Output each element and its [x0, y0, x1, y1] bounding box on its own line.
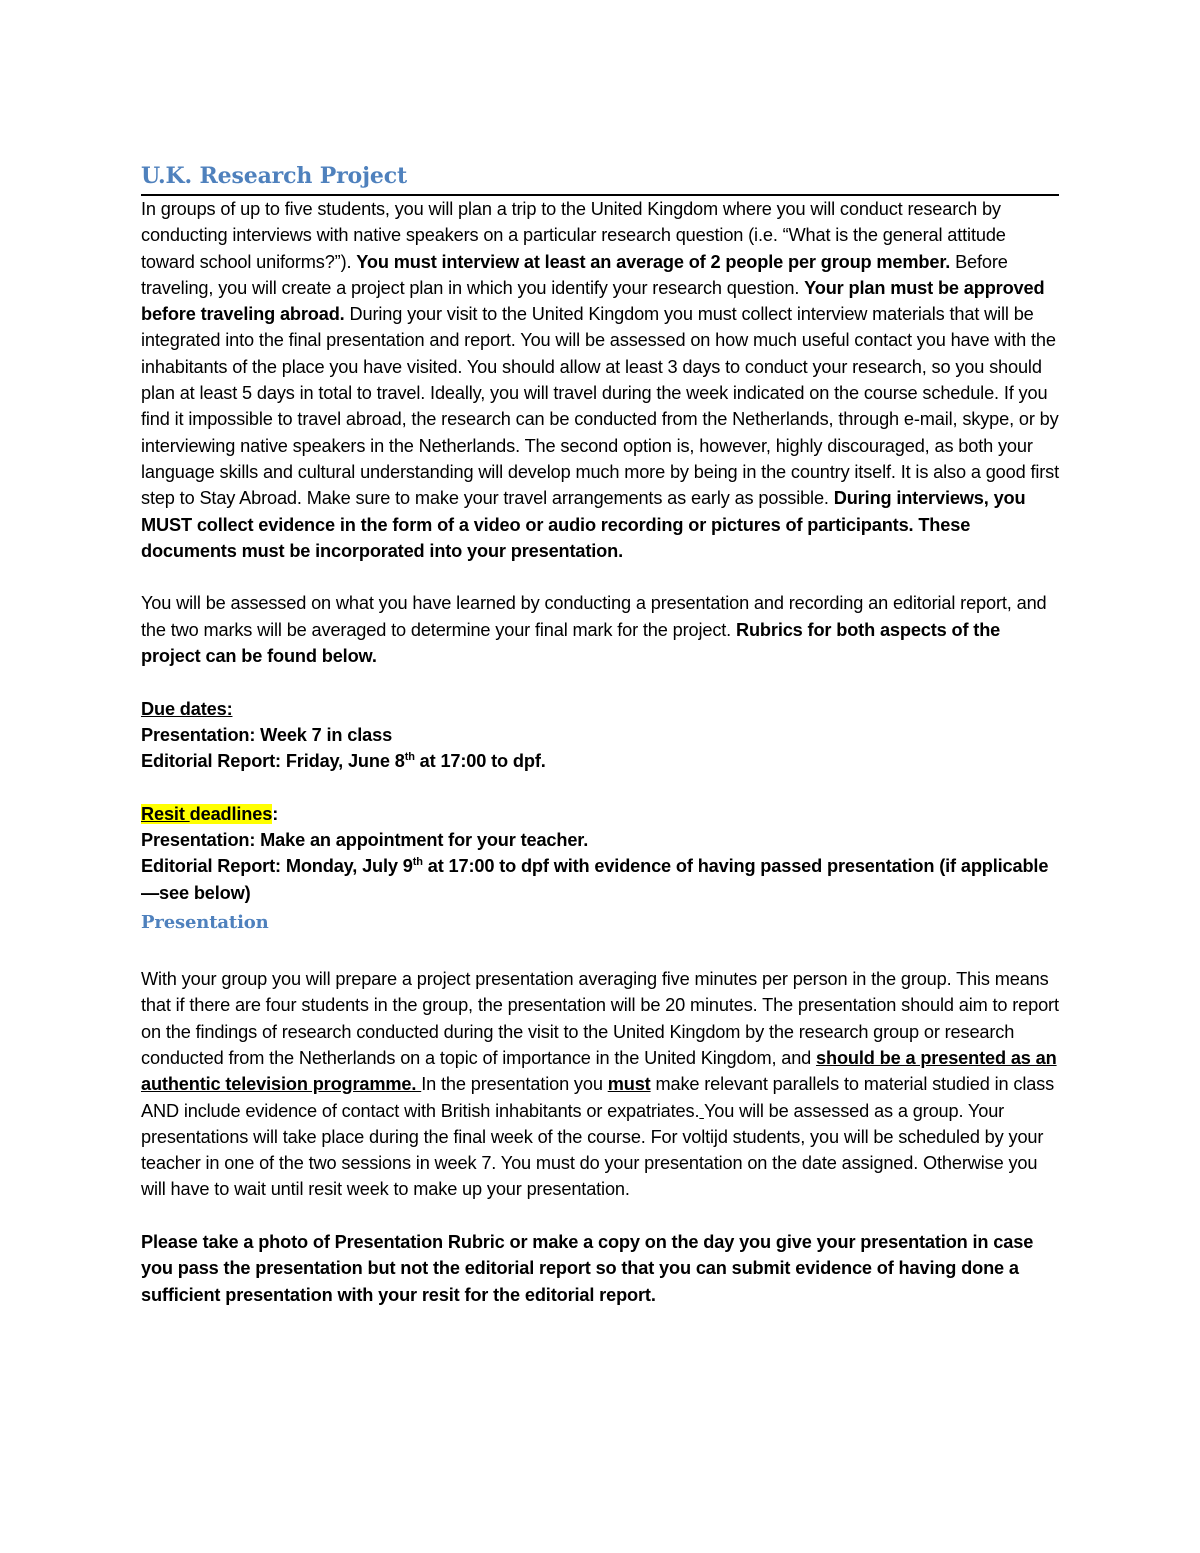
- due-report-pre: Editorial Report: Friday, June 8: [141, 751, 405, 772]
- intro-bold-2: Your plan must be approved before traveling abroad.: [141, 277, 1045, 325]
- intro-paragraph: [141, 196, 1059, 564]
- due-presentation: Presentation: Week 7 in class: [141, 724, 393, 745]
- due-dates-heading: Due dates:: [141, 698, 233, 719]
- document-page: [141, 160, 1059, 1308]
- presentation-text-3: make relevant parallels to material studied in class AND include evidence of contact with British inhabitants or expatriates.: [141, 1074, 1055, 1121]
- spacer: [141, 775, 1059, 801]
- due-report-sup: th: [404, 751, 415, 764]
- intro-text-1: In groups of up to five students, you will plan a trip to the United Kingdom where you will conduct research by conducting interviews with native speakers on a particular research question (i.e. “What is the general attitude toward school uniforms?”).: [141, 199, 1006, 272]
- spacer: [141, 564, 1059, 590]
- presentation-bold-underline-2: must: [607, 1074, 651, 1095]
- intro-bold-1: You must interview at least an average of 2 people per group member.: [356, 251, 951, 272]
- assessment-text: You will be assessed on what you have learned by conducting a presentation and recording an editorial report, and the two marks will be averaged to determine your final mark for the project.: [141, 593, 1047, 640]
- due-report-post: at 17:00 to dpf.: [414, 751, 546, 772]
- resit-heading-highlight: [141, 804, 272, 824]
- resit-report-sup: th: [412, 856, 423, 869]
- resit-heading-underlined: Resit: [141, 803, 190, 824]
- spacer: [141, 1203, 1059, 1229]
- intro-bold-3: During interviews, you MUST collect evidence in the form of a video or audio recording or pictures of participants. These documents must be incorporated into your presentation.: [141, 488, 1026, 561]
- intro-text-3: During your visit to the United Kingdom you must collect interview materials that will be integrated into the final presentation and report. You will be assessed on how much useful contact you have with the inhabitants of the place you have visited. You should allow at least 3 days to conduct your research, so you should plan at least 5 days in total to travel. Ideally, you will travel during the week indicated on the course schedule. If you find it impossible to travel abroad, the research can be conducted from the Netherlands, through e-mail, skype, or by interviewing native speakers in the Netherlands. The second option is, however, highly discouraged, as both your language skills and cultural understanding will develop much more by being in the country itself. It is also a good first step to Stay Abroad. Make sure to make your travel arrangements as early as possible.: [141, 304, 1060, 509]
- presentation-text-4: You will be assessed as a group. Your presentations will take place during the final week of the course. For voltijd students, you will be scheduled by your teacher in one of the two sessions in week 7. You must do your presentation on the date assigned. Otherwise you will have to wait until resit week to make up your presentation.: [141, 1100, 1044, 1200]
- presentation-bold-underline-1: should be a presented as an authentic television programme.: [141, 1047, 1057, 1095]
- presentation-text-1: With your group you will prepare a project presentation averaging five minutes per person in the group. This means that if there are four students in the group, the presentation will be 20 minutes. The presentation should aim to report on the findings of research conducted during the visit to the United Kingdom by the research group or research conducted from the Netherlands on a topic of importance in the United Kingdom, and: [141, 969, 1059, 1068]
- resit-report-pre: Editorial Report: Monday, July 9: [141, 856, 413, 877]
- resit-heading-colon: :: [272, 803, 279, 824]
- spacer: [141, 669, 1059, 695]
- resit-presentation: Presentation: Make an appointment for your teacher.: [141, 830, 589, 851]
- due-dates-block: [141, 696, 1059, 775]
- presentation-text-2: In the presentation you: [421, 1074, 608, 1095]
- photo-note: Please take a photo of Presentation Rubric or make a copy on the day you give your presentation in case you pass the presentation but not the editorial report so that you can submit evidence of having done a sufficient presentation with your resit for the editorial report.: [141, 1231, 1034, 1305]
- assessment-paragraph: [141, 590, 1059, 669]
- intro-text-2: Before traveling, you will create a project plan in which you identify your research question.: [141, 251, 1008, 298]
- resit-heading-rest: deadlines: [189, 803, 273, 824]
- resit-report-post: at 17:00 to dpf with evidence of having passed presentation (if applicable—see below): [141, 856, 1049, 903]
- resit-block: [141, 801, 1059, 906]
- presentation-heading: Presentation: [141, 912, 269, 934]
- assessment-bold: Rubrics for both aspects of the project can be found below.: [141, 619, 1001, 667]
- page-title: U.K. Research Project: [141, 160, 1059, 196]
- presentation-paragraph: [141, 966, 1059, 1203]
